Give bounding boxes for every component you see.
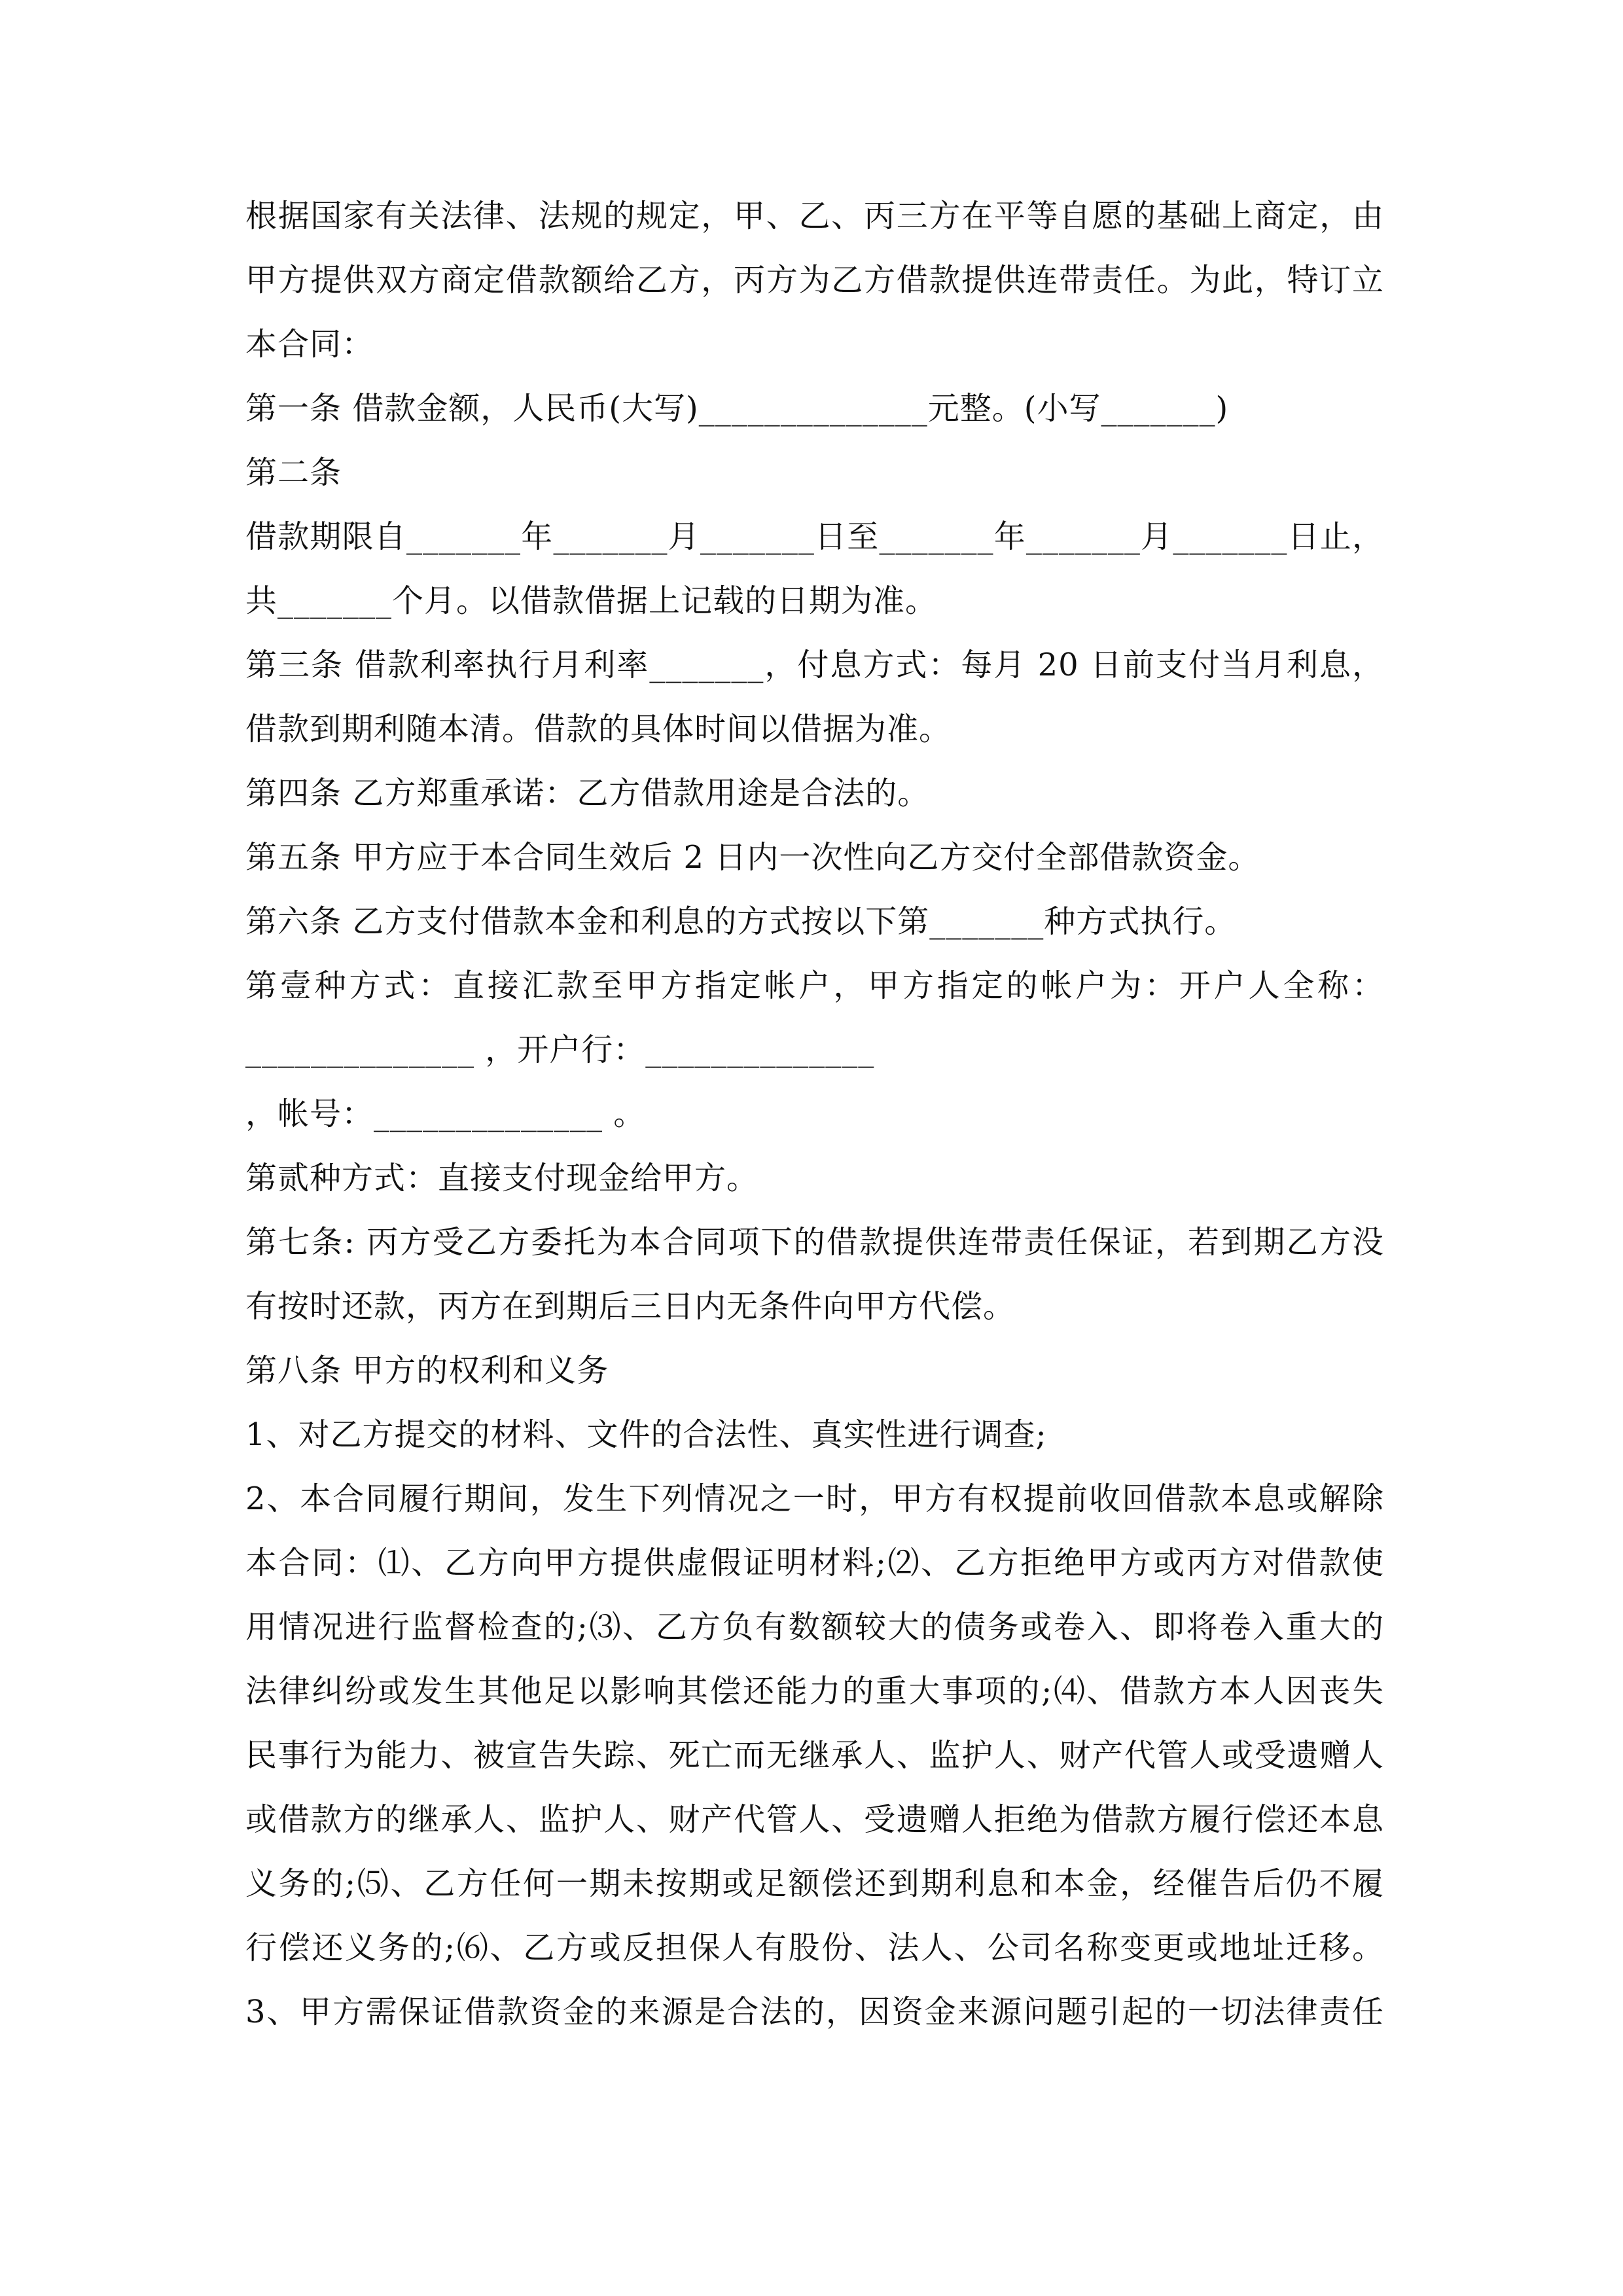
article-8-item-2: 本合同：⑴、乙方向甲方提供虚假证明材料;⑵、乙方拒绝甲方或丙方对借款使 xyxy=(245,1545,1384,1581)
method-1-line: 第壹种方式：直接汇款至甲方指定帐户，甲方指定的帐户为：开户人全称： xyxy=(245,967,1384,1004)
article-7-line: 第七条: 丙方受乙方委托为本合同项下的借款提供连带责任保证，若到期乙方没 xyxy=(245,1224,1384,1261)
article-8-item-1: 1、对乙方提交的材料、文件的合法性、真实性进行调查; xyxy=(245,1416,1047,1453)
account-holder-line: ______________ ，开户行：______________ xyxy=(245,1031,875,1068)
article-8-item-3: 3、甲方需保证借款资金的来源是合法的，因资金来源问题引起的一切法律责任 xyxy=(245,1994,1384,2030)
article-6-line: 第六条 乙方支付借款本金和利息的方式按以下第_______种方式执行。 xyxy=(245,903,1237,940)
article-4-line: 第四条 乙方郑重承诺：乙方借款用途是合法的。 xyxy=(245,775,930,812)
article-8-item-2: 用情况进行监督检查的;⑶、乙方负有数额较大的债务或卷入、即将卷入重大的 xyxy=(245,1609,1384,1645)
article-8-item-2: 义务的;⑸、乙方任何一期未按期或足额偿还到期利息和本金，经催告后仍不履 xyxy=(245,1865,1384,1902)
article-8-item-2: 2、本合同履行期间，发生下列情况之一时，甲方有权提前收回借款本息或解除 xyxy=(245,1480,1384,1517)
paragraph-line: 本合同： xyxy=(245,326,374,363)
article-8-item-2: 法律纠纷或发生其他足以影响其偿还能力的重大事项的;⑷、借款方本人因丧失 xyxy=(245,1673,1384,1710)
account-number-line: ，帐号：______________ 。 xyxy=(245,1096,646,1132)
article-8-item-2: 民事行为能力、被宣告失踪、死亡而无继承人、监护人、财产代管人或受遗赠人 xyxy=(245,1737,1384,1774)
loan-term-line: 借款期限自_______年_______月_______日至_______年_______月_______日止， xyxy=(245,518,1384,555)
article-8-item-2: 行偿还义务的;⑹、乙方或反担保人有股份、法人、公司名称变更或地址迁移。 xyxy=(245,1929,1384,1966)
paragraph-line: 甲方提供双方商定借款额给乙方，丙方为乙方借款提供连带责任。为此，特订立 xyxy=(245,262,1384,298)
loan-term-line: 共_______个月。以借款借据上记载的日期为准。 xyxy=(245,583,938,619)
article-1-line: 第一条 借款金额，人民币(大写)______________元整。(小写_______) xyxy=(245,390,1229,427)
article-7-line: 有按时还款，丙方在到期后三日内无条件向甲方代偿。 xyxy=(245,1288,1016,1325)
article-5-line: 第五条 甲方应于本合同生效后 2 日内一次性向乙方交付全部借款资金。 xyxy=(245,839,1260,876)
method-2-line: 第贰种方式：直接支付现金给甲方。 xyxy=(245,1160,759,1196)
article-3-line: 借款到期利随本清。借款的具体时间以借据为准。 xyxy=(245,711,952,747)
paragraph-line: 根据国家有关法律、法规的规定，甲、乙、丙三方在平等自愿的基础上商定，由 xyxy=(245,198,1384,234)
article-3-line: 第三条 借款利率执行月利率_______，付息方式：每月 20 日前支付当月利息， xyxy=(245,647,1384,683)
article-8-item-2: 或借款方的继承人、监护人、财产代管人、受遗赠人拒绝为借款方履行偿还本息 xyxy=(245,1801,1384,1838)
article-8-heading: 第八条 甲方的权利和义务 xyxy=(245,1352,609,1389)
article-2-heading: 第二条 xyxy=(245,454,342,491)
